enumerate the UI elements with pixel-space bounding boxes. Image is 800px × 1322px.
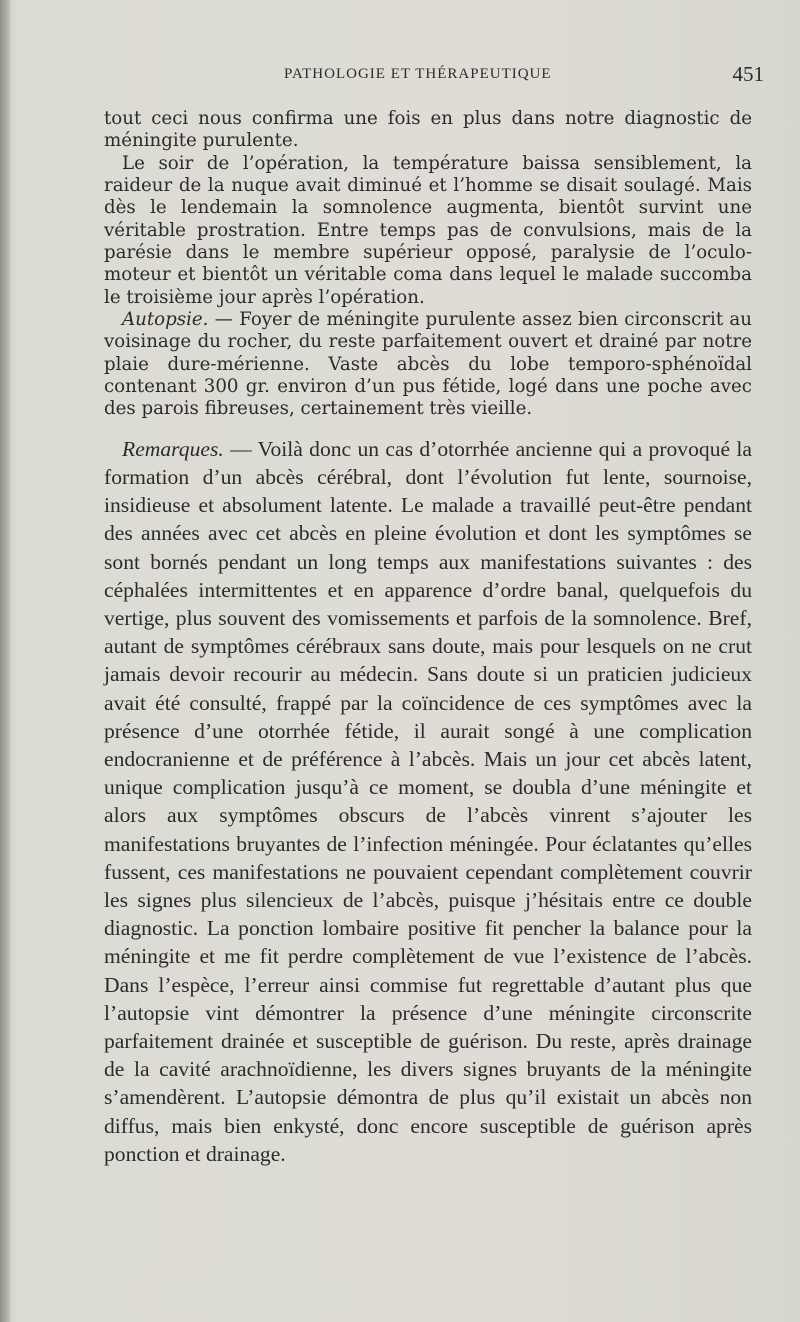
paragraph-remarks (104, 435, 752, 1168)
page-number: 451 (732, 62, 764, 86)
remarks-text: — Voilà donc un cas d’otorrhée ancienne qui a provoqué la formation d’un abcès cérébral, dont l’évolution fut lente, sournoise, insidieuse et absolument latente. Le malade a travaillé peut-être pendant des années avec cet abcès en pleine évolution et dont les symptômes se sont bornés pendant un long temps aux manifestations suivantes : des céphalées intermittentes et en apparence d’ordre banal, quelquefois du vertige, plus souvent des vomissements et parfois de la somnolence. Bref, autant de symptômes cérébraux sans doute, mais pour lesquels on ne crut jamais devoir recourir au médecin. Sans doute si un praticien judicieux avait été consulté, frappé par la coïncidence de ces symptômes avec la présence d’une otorrhée fétide, il aurait songé à une complication endocranienne et de préférence à l’abcès. Mais un jour cet abcès latent, unique complication jusqu’à ce moment, se doubla d’une méningite et alors aux symptômes obscurs de l’abcès vinrent s’ajouter les manifestations bruyantes de l’infection méningée. Pour éclatantes qu’elles fussent, ces manifestations ne pouvaient cependant complètement couvrir les signes plus silencieux de l’abcès, puisque j’hésitais entre ce double diagnostic. La ponction lombaire positive fit pencher la balance pour la méningite et me fit perdre complètement de vue l’existence de l’abcès. Dans l’espèce, l’erreur ainsi commise fut regrettable d’autant plus que l’autopsie vint démontrer la présence d’une méningite circonscrite parfaitement drainée et susceptible de guérison. Du reste, après drainage de la cavité arachnoïdienne, les divers signes bruyants de la méningite s’amendèrent. L’autopsie démontra de plus qu’il existait un abcès non diffus, mais bien enkysté, donc encore susceptible de guérison après ponction et drainage. (104, 436, 752, 1166)
autopsy-text: — Foyer de méningite purulente assez bien circonscrit au voisinage du rocher, du reste parfaitement ouvert et drainé par notre plaie dure-mérienne. Vaste abcès du lobe temporo-sphénoïdal contenant 300 gr. environ d’un pus fétide, logé dans une poche avec des parois fibreuses, certainement très vieille. (104, 309, 752, 420)
running-title: PATHOLOGIE ET THÉRAPEUTIQUE (284, 66, 552, 82)
paragraph-autopsy (104, 309, 752, 421)
page-header (104, 62, 764, 90)
autopsy-label: Autopsie. (122, 309, 209, 331)
binding-edge (0, 0, 10, 1322)
paragraph-continuation: tout ceci nous confirma une fois en plus dans notre diagnostic de méningite purulente. (104, 108, 752, 152)
paragraph-postoperative: Le soir de l’opération, la température baissa sensiblement, la raideur de la nuque avait diminué et l’homme se disait soulagé. Mais dès le lendemain la somnolence augmenta, bientôt survint une véritable prostration. Entre temps pas de convulsions, mais de la parésie dans le membre supérieur opposé, paralysie de l’oculo-moteur et bientôt un véritable coma dans lequel le malade succomba le troisième jour après l’opération. (104, 152, 752, 308)
remarks-label: Remarques. (122, 436, 224, 461)
body-text (104, 108, 752, 1168)
